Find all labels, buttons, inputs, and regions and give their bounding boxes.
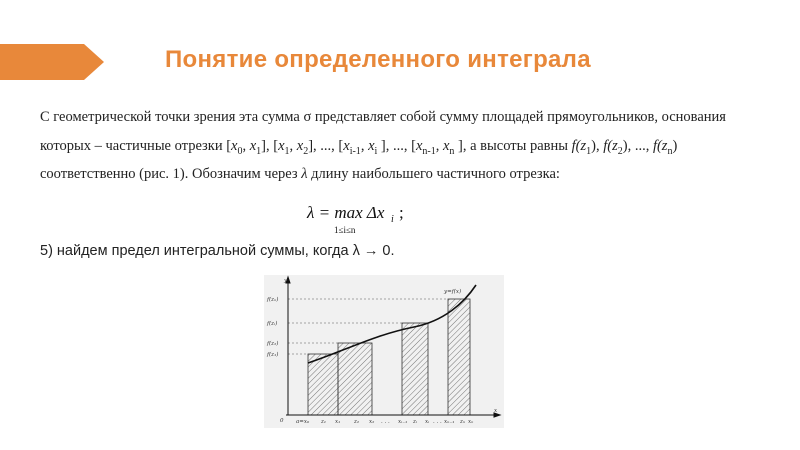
origin-label: 0 <box>280 418 284 424</box>
x-tick-dots-1: . . . <box>381 419 390 425</box>
title-arrow-banner <box>0 44 104 80</box>
x-tick-zn: zₙ <box>460 419 466 425</box>
x-tick-xi: xᵢ <box>425 419 430 425</box>
y-tick-fzi: f(zᵢ) <box>267 321 278 327</box>
y-tick-fz1: f(z₁) <box>267 352 279 358</box>
rect-i <box>402 323 428 415</box>
rect-n <box>448 299 470 415</box>
x-tick-z2: z₂ <box>354 419 360 425</box>
formula-subscript: i <box>391 214 394 225</box>
riemann-rectangles <box>308 299 470 415</box>
y-tick-fzn: f(zₙ) <box>267 297 279 303</box>
x-tick-zi: zᵢ <box>413 419 418 425</box>
x-tick-x2: x₂ <box>369 419 375 425</box>
slide-title: Понятие определенного интеграла <box>165 46 591 73</box>
rect-1 <box>308 354 338 415</box>
x-tick-xi-1: xᵢ₋₁ <box>398 419 408 425</box>
formula-under: 1≤i≤n <box>334 225 356 235</box>
formula-semicolon: ; <box>399 203 404 222</box>
main-paragraph: С геометрической точки зрения эта сумма σ представляет собой сумму площадей прямоугольников, основания которых – частичные отрезки [$x_0$, $x_1$], [$x_1$, $x_2$], ..., [$x_{i-1}$, $x_i$ ], ..., [$x_{n-1}$, $x_n$ ], а высоты равны $f(z_1)$, $f(z_2)$, ..., $f(z_n)$ соответственно (рис. 1). Обозначим через λ длину наибольшего частичного отрезка: <box>40 109 726 182</box>
x-tick-x1: x₁ <box>335 419 341 425</box>
x-tick-xn: xₙ <box>468 419 474 425</box>
riemann-sum-figure <box>264 275 504 428</box>
formula-lhs: λ = max Δx <box>307 203 385 222</box>
curve-label: y=f(x) <box>444 289 462 295</box>
y-tick-fz2: f(z₂) <box>267 341 279 347</box>
y-axis-label: y <box>284 278 288 284</box>
step-5-text: 5) найдем предел интегральной суммы, когда λ → 0. <box>40 243 395 259</box>
x-tick-a-x0: a=x₀ <box>296 419 310 425</box>
lambda-max-formula <box>303 197 408 237</box>
x-tick-z1: z₁ <box>321 419 327 425</box>
rect-2 <box>338 343 372 415</box>
x-tick-xn-1: xₙ₋₁ <box>444 419 455 425</box>
x-axis-label: x <box>494 408 498 414</box>
x-tick-dots-2: . . . <box>433 419 442 425</box>
